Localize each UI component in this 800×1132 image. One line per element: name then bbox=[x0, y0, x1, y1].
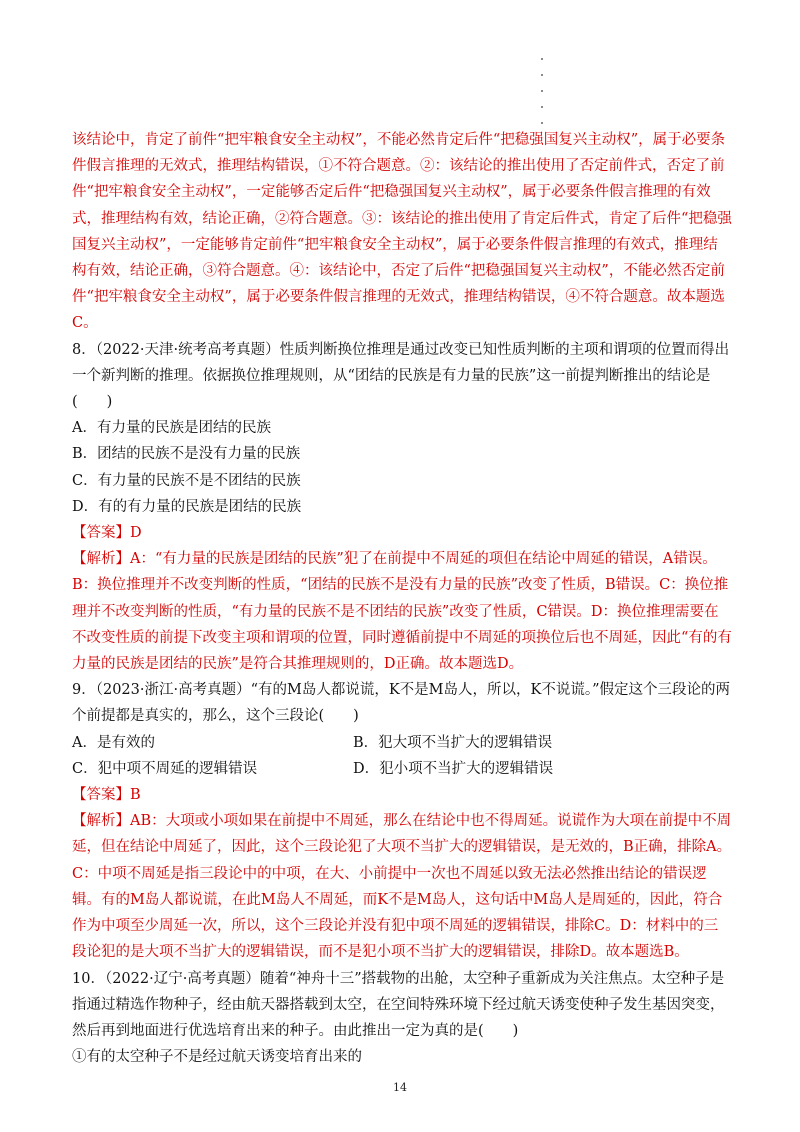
question-8-option-c: C．有力量的民族不是不团结的民族 bbox=[72, 472, 301, 489]
question-10-item-1: ①有的太空种子不是经过航天诱变培育出来的 bbox=[72, 1049, 362, 1066]
page-number: 14 bbox=[393, 1081, 407, 1094]
page-content bbox=[72, 127, 732, 1070]
question-9-stem: 9．（2023·浙江·高考真题）“有的M岛人都说谎，K不是M岛人，所以，K不说谎。”假定这个三段论的两个前提都是真实的，那么，这个三段论( ) bbox=[72, 682, 731, 725]
question-9-analysis: 【解析】AB：大项或小项如果在前提中不周延，那么在结论中也不得周延。说谎作为大项在前提中不周延，但在结论中周延了，因此，这个三段论犯了大项不当扩大的逻辑错误，是无效的，B正确，排除A。C：中项不周延是指三段论中的中项，在大、小前提中一次也不周延以致无法必然推出结论的错误逻辑。有的M岛人都说谎，在此M岛人不周延，而K不是M岛人，这句话中M岛人是周延的，因此，符合作为中项至少周延一次，所以，这个三段论并没有犯中项不周延的逻辑错误，排除C。D：材料中的三段论犯的是大项不当扩大的逻辑错误，而不是犯小项不当扩大的逻辑错误，排除D。故本题选B。 bbox=[72, 813, 732, 961]
question-8-answer: 【答案】D bbox=[72, 525, 142, 542]
question-8-analysis: 【解析】A：“有力量的民族是团结的民族”犯了在前提中不周延的项但在结论中周延的错误，A错误。B：换位推理并不改变判断的性质，“团结的民族不是没有力量的民族”改变了性质，B错误。C：换位推理并不改变判断的性质，“有力量的民族不是不团结的民族”改变了性质，C错误。D：换位推理需要在不改变性质的前提下改变主项和谓项的位置，同时遵循前提中不周延的项换位后也不周延，因此“有的有力量的民族是团结的民族”是符合其推理规则的，D正确。故本题选D。 bbox=[72, 551, 732, 673]
question-9-answer: 【答案】B bbox=[72, 787, 141, 804]
question-8-option-a: A．有力量的民族是团结的民族 bbox=[72, 420, 271, 437]
question-9-option-c: C．犯中项不周延的逻辑错误 bbox=[72, 760, 258, 777]
question-9 bbox=[72, 677, 732, 965]
previous-question-explanation: 该结论中，肯定了前件“把牢粮食安全主动权”，不能必然肯定后件“把稳强国复兴主动权”，属于必要条件假言推理的无效式，推理结构错误，①不符合题意。②：该结论的推出使用了否定前件式，否定了前件“把牢粮食安全主动权”，一定能够否定后件“把稳强国复兴主动权”，属于必要条件假言推理的有效式，推理结构有效，结论正确，②符合题意。③：该结论的推出使用了肯定后件式，肯定了后件“把稳强国复兴主动权”，一定能够肯定前件“把牢粮食安全主动权”，属于必要条件假言推理的有效式，推理结构有效，结论正确，③符合题意。④：该结论中，否定了后件“把稳强国复兴主动权”，不能必然否定前件“把牢粮食安全主动权”，属于必要条件假言推理的无效式，推理结构错误，④不符合题意。故本题选C。 bbox=[72, 132, 732, 332]
question-8-stem: 8．（2022·天津·统考高考真题）性质判断换位推理是通过改变已知性质判断的主项和谓项的位置而得出一个新判断的推理。依据换位推理规则，从“团结的民族是有力量的民族”这一前提判断推出的结论是 bbox=[72, 341, 730, 384]
question-9-option-b: B．犯大项不当扩大的逻辑错误 bbox=[353, 734, 553, 751]
question-9-option-d: D．犯小项不当扩大的逻辑错误 bbox=[353, 760, 554, 777]
question-8-blank: ( ) bbox=[72, 394, 113, 411]
decorative-dots bbox=[541, 58, 547, 138]
question-8-option-b: B．团结的民族不是没有力量的民族 bbox=[72, 446, 301, 463]
question-9-options bbox=[72, 730, 732, 782]
question-10 bbox=[72, 966, 732, 1071]
question-8-option-d: D．有的有力量的民族是团结的民族 bbox=[72, 498, 302, 515]
question-10-stem: 10．（2022·辽宁·高考真题）随着“神舟十三”搭载物的出舱，太空种子重新成为关注焦点。太空种子是指通过精选作物种子，经由航天器搭载到太空，在空间特殊环境下经过航天诱变使种子发生基因突变，然后再到地面进行优选培育出来的种子。由此推出一定为真的是( ) bbox=[72, 970, 725, 1039]
question-8 bbox=[72, 337, 732, 678]
question-9-option-a: A．是有效的 bbox=[72, 734, 155, 751]
